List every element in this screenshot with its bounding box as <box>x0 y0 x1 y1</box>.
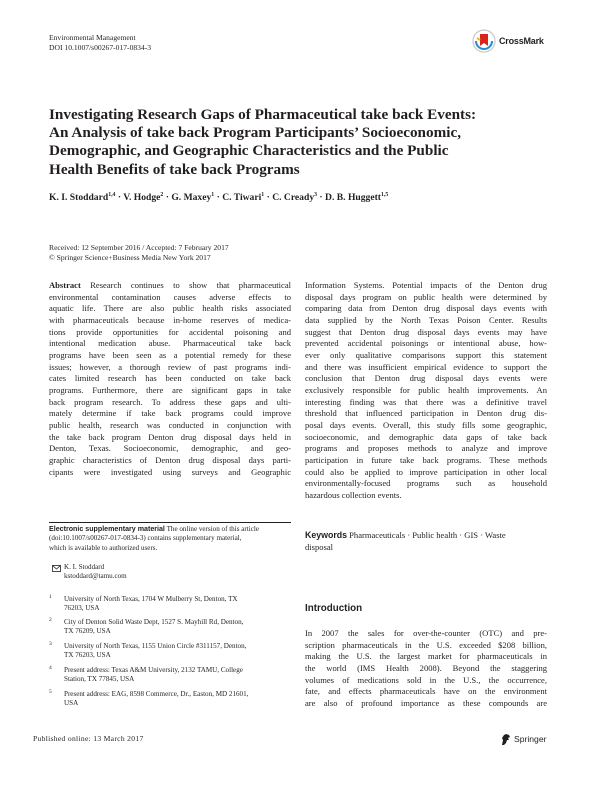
affiliation-line: USA <box>64 699 79 708</box>
abstract-line: programs. Furthermore, there are significant gaps in take <box>49 384 291 395</box>
abstract-line: ever only qualitative comparisons support this statement <box>305 349 547 360</box>
affiliation-line: 76203, USA <box>64 604 100 613</box>
intro-line: are also of profound importance as these compounds are <box>305 697 547 708</box>
author-separator: · <box>264 192 273 203</box>
affiliation-line: University of North Texas, 1155 Union Circle #311157, Denton, <box>64 642 247 650</box>
intro-line: making the U.S. the largest market for pharmaceuticals in <box>305 651 547 662</box>
abstract-line: public health, research was conducted in conjunction with <box>49 419 291 430</box>
abstract-line: exclusively responsible for public health improvements. An <box>305 384 547 395</box>
abstract-line: threshold that influenced participation in Denton drug dis- <box>305 408 547 419</box>
abstract-text: Research continues to show that pharmaceutical <box>80 280 291 290</box>
abstract-line: back program research. To address these gaps and ulti- <box>49 396 291 407</box>
author-affiliation-mark: 1 <box>211 192 215 198</box>
abstract-line: tions provide opportunities for accidental poisoning and <box>49 326 291 337</box>
abstract-line: participation in future take back programs. These methods <box>305 454 547 465</box>
abstract-line: Denton, Texas. Socioeconomic, demographic, and geo- <box>49 443 291 454</box>
springer-horse-icon <box>500 733 512 746</box>
crossmark-icon <box>472 29 496 53</box>
affiliation-number: 5 <box>49 689 52 695</box>
abstract-line: mately determine if take back programs could improve <box>49 408 291 419</box>
abstract-line: graphic characteristics of Denton drug disposal days parti- <box>49 454 291 465</box>
abstract-line: comparing data from Denton drug disposal days events with <box>305 303 547 314</box>
abstract-right-column <box>305 280 547 501</box>
author-separator: · <box>317 192 326 203</box>
envelope-icon <box>52 565 61 572</box>
abstract-line: Information Systems. Potential impacts of the Denton drug <box>305 280 547 290</box>
esm-text: The online version of this article <box>164 525 259 533</box>
author-name: G. Maxey <box>171 192 212 203</box>
abstract-line: disposal days program on public health were determined by <box>305 291 547 302</box>
crossmark-badge[interactable] <box>472 29 547 55</box>
doi[interactable]: DOI 10.1007/s00267-017-0834-3 <box>49 43 152 52</box>
publisher-name: Springer <box>514 734 547 744</box>
abstract-line: with pharmaceuticals because in-home reserves of medica- <box>49 314 291 325</box>
title-line: Investigating Research Gaps of Pharmaceutical take back Events: <box>49 106 477 123</box>
affiliation-line: City of Denton Solid Waste Dept, 1527 S. Mayhill Rd, Denton, <box>64 618 244 626</box>
author-affiliation-mark: 1 <box>261 192 265 198</box>
intro-line: the world (IMS Health 2008). Beyond the staggering <box>305 662 547 673</box>
affiliation-text <box>64 642 290 661</box>
intro-line: volumes of medications sold in the U.S., the occurrence, <box>305 674 547 685</box>
abstract-label: Abstract <box>49 280 81 290</box>
abstract-line: programs have been seen as a potential remedy for these <box>49 349 291 360</box>
intro-line: In 2007 the sales for over-the-counter (OTC) and pre- <box>305 628 547 638</box>
correspondence <box>49 563 127 582</box>
title-line: Demographic, and Geographic Characteristics and the Public <box>49 142 449 160</box>
affiliation-text <box>64 690 290 709</box>
author-name: C. Cready <box>272 192 315 203</box>
abstract-line <box>49 280 291 292</box>
abstract-line: posal days events. Overall, this study fills some geographic, <box>305 419 547 430</box>
affiliation-line: Station, TX 77845, USA <box>64 675 135 684</box>
published-online: Published online: 13 March 2017 <box>33 734 144 743</box>
introduction-heading: Introduction <box>305 603 363 614</box>
author-affiliation-mark: 1,5 <box>381 192 389 198</box>
esm-text: (doi: <box>49 534 63 543</box>
author-name: D. B. Huggett <box>325 192 381 203</box>
title-line: Health Benefits of take back Programs <box>49 160 300 178</box>
abstract-line: cipants were investigated using surveys and Geographic <box>49 466 291 477</box>
springer-logo <box>500 732 560 748</box>
affiliation-line: TX 76203, USA <box>64 651 111 660</box>
affiliation-number: 4 <box>49 665 52 671</box>
author-separator: · <box>163 192 172 203</box>
affiliation-line: University of North Texas, 1704 W Mulberry St, Denton, TX <box>64 595 238 603</box>
affiliation-text <box>64 595 290 614</box>
author-name: V. Hodge <box>123 192 161 203</box>
abstract-line: cates limited research has been conducted on take back <box>49 373 291 384</box>
abstract-line: could also be applied to improve participation in other local <box>305 466 547 477</box>
affiliation-text <box>64 666 290 685</box>
abstract-left-column <box>49 280 291 478</box>
author-name: C. Tiwari <box>222 192 262 203</box>
author-affiliation-mark: 1,4 <box>108 192 116 198</box>
affiliation-line: Present address: Texas A&M University, 2132 TAMU, College <box>64 666 243 674</box>
keywords <box>305 530 547 553</box>
title-line: An Analysis of take back Program Participants’ Socioeconomic, <box>49 124 462 142</box>
abstract-line: aquatic life. There are also public health risks associated <box>49 303 291 314</box>
article-title <box>49 106 549 179</box>
affiliation-line: Present address: EAG, 8598 Commerce, Dr., Easton, MD 21601, <box>64 690 249 698</box>
abstract-line: the take back program Denton drug disposal days held in <box>49 431 291 442</box>
esm-label: Electronic supplementary material <box>49 525 165 533</box>
keywords-text-cont: disposal <box>305 541 334 552</box>
esm-note <box>49 525 291 553</box>
author-affiliation-mark: 3 <box>314 192 318 198</box>
esm-doi-link[interactable]: 10.1007/s00267-017-0834-3 <box>62 534 144 543</box>
abstract-line: issues; however, a thorough review of past programs indi- <box>49 361 291 372</box>
keywords-label: Keywords <box>305 530 348 540</box>
abstract-line: environmentally-focused programs such as household <box>305 478 547 489</box>
abstract-line: intentional medication abuse. Pharmaceutical take back <box>49 338 291 349</box>
affiliation-line: TX 76209, USA <box>64 627 111 636</box>
abstract-line: interesting finding was that there was a definitive travel <box>305 396 547 407</box>
affiliation-number: 3 <box>49 641 52 647</box>
abstract-line: conclusion that Denton drug disposal days events were <box>305 373 547 384</box>
abstract-line: and there was insufficient empirical evidence to support the <box>305 361 547 372</box>
affiliation-number: 2 <box>49 617 52 623</box>
esm-text: which is available to authorized users. <box>49 543 158 552</box>
intro-line: fate, and effects pharmaceuticals have on the environment <box>305 686 547 697</box>
received-accepted: Received: 12 September 2016 / Accepted: 7 February 2017 <box>49 243 229 252</box>
crossmark-label: CrossMark <box>499 36 544 46</box>
affiliation-text <box>64 618 290 637</box>
introduction-body <box>305 628 547 710</box>
corr-name: K. I. Stoddard <box>64 563 105 571</box>
abstract-line: suggest that Denton drug disposal days events may have <box>305 326 547 337</box>
author-name: K. I. Stoddard <box>49 192 109 203</box>
abstract-line: data supplied by the North Texas Poison Center. Results <box>305 314 547 325</box>
author-separator: · <box>115 192 124 203</box>
abstract-line: environmental contamination causes adverse effects to <box>49 291 291 302</box>
author-list <box>49 192 549 203</box>
article-dates <box>49 243 229 263</box>
abstract-line: prevented accidental poisonings or intentional abuse, how- <box>305 338 547 349</box>
footnote-rule <box>49 522 291 523</box>
copyright: © Springer Science+Business Media New York 2017 <box>49 253 211 263</box>
author-separator: · <box>214 192 223 203</box>
abstract-line: hazardous collection events. <box>305 489 402 500</box>
abstract-line: socioeconomic, and demographic data gaps of take back <box>305 431 547 442</box>
abstract-line: programs and proposes methods to analyze and improve <box>305 443 547 454</box>
intro-line: scription pharmaceuticals in the U.S. exceeded $208 billion, <box>305 639 547 650</box>
author-affiliation-mark: 2 <box>160 192 164 198</box>
esm-text: ) contains supplementary material, <box>143 534 242 543</box>
affiliation-number: 1 <box>49 594 52 600</box>
journal-name: Environmental Management <box>49 33 136 42</box>
corr-email[interactable]: kstoddard@tamu.com <box>64 572 127 581</box>
keywords-text: Pharmaceuticals · Public health · GIS · Waste <box>347 530 506 540</box>
